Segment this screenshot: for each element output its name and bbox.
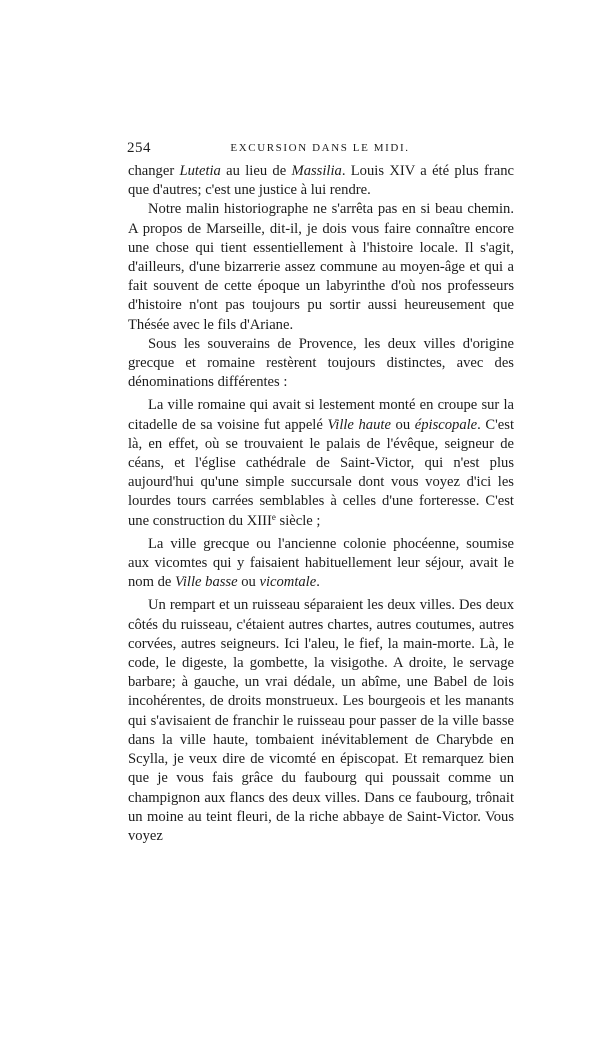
- italic-text: Ville basse: [175, 574, 238, 591]
- page-number: 254: [127, 140, 151, 156]
- italic-text: Lutetia: [179, 163, 221, 179]
- italic-text: vicomtale: [259, 574, 317, 591]
- text-run: ou: [390, 416, 415, 433]
- text-run: au lieu de: [220, 163, 292, 179]
- text-run: changer: [128, 163, 180, 179]
- paragraph: [128, 162, 514, 200]
- paragraph: [128, 596, 514, 846]
- body-text: [128, 162, 514, 846]
- text-run: .: [316, 574, 320, 591]
- text-run: Notre malin historiographe ne s'arrêta pas en si beau chemin. A propos de Marseille, dit-il, je dois vous faire connaître encore une chose qui tient essentiellement à l'histoire locale. Il s'agit, d'ailleurs, d'une bizarrerie assez commune au moyen-âge et qui a fait souvent de cette époque un labyrinthe d'où nos professeurs d'histoire n'ont pas toujours pu sortir aussi heureusement que Thésée avec le fils d'Ariane.: [128, 201, 514, 333]
- paragraph: [128, 200, 514, 334]
- italic-text: Massilia: [291, 163, 342, 179]
- paragraph: [128, 396, 514, 530]
- text-run: . Louis XIV a été plus franc que d'autres; c'est une justice à lui rendre.: [128, 163, 514, 199]
- text-run: ou: [237, 574, 260, 591]
- paragraph: [128, 335, 514, 393]
- italic-text: Ville haute: [327, 416, 391, 433]
- running-title: EXCURSION DANS LE MIDI.: [230, 142, 410, 154]
- text-run: La ville grecque ou l'ancienne colonie phocéenne, soumise aux vicomtes qui y faisaient habituellement leur séjour, avait le nom de: [128, 535, 514, 591]
- text-run: Un rempart et un ruisseau séparaient les deux villes. Des deux côtés du ruisseau, c'étaient autres chartes, autres coutumes, autres corvées, autres seigneurs. Ici l'aleu, le fief, la main-morte. Là, le code, le digeste, la gombette, la visigothe. A droite, le servage barbare; à gauche, un vrai dédale, un abîme, une Babel de lois incohérentes, de droits monstrueux. Les bourgeois et les manants qui s'avisaient de franchir le ruisseau pour passer de la ville basse dans la ville haute, tombaient inévitablement de Charybde en Scylla, je veux dire de vicomté en épiscopat. Et remarquez bien que je vous fais grâce du faubourg qui poussait comme un champignon aux flancs des deux villes. Dans ce faubourg, trônait un moine au teint fleuri, de la riche abbaye de Saint-Victor. Vous voyez: [128, 597, 514, 844]
- paragraph: [128, 535, 514, 593]
- superscript: e: [271, 511, 276, 522]
- text-run: . C'est là, en effet, où se trouvaient le palais de l'évêque, seigneur de céans, et l'église cathédrale de Saint-Victor, qui n'est plus aujourd'hui qu'une simple succursale dont vous voyez d'ici les lourdes tours carrées semblables à celles d'une forteresse. C'est une construction du XIII: [128, 416, 514, 529]
- text-run: Sous les souverains de Provence, les deux villes d'origine grecque et romaine restèrent toujours distinctes, avec des dénominations différentes :: [128, 335, 514, 391]
- text-run: siècle ;: [275, 512, 321, 529]
- page-header: [127, 140, 513, 158]
- italic-text: épiscopale: [414, 416, 478, 433]
- text-run: La ville romaine qui avait si lestement monté en croupe sur la citadelle de sa voisine fut appelé: [128, 397, 514, 433]
